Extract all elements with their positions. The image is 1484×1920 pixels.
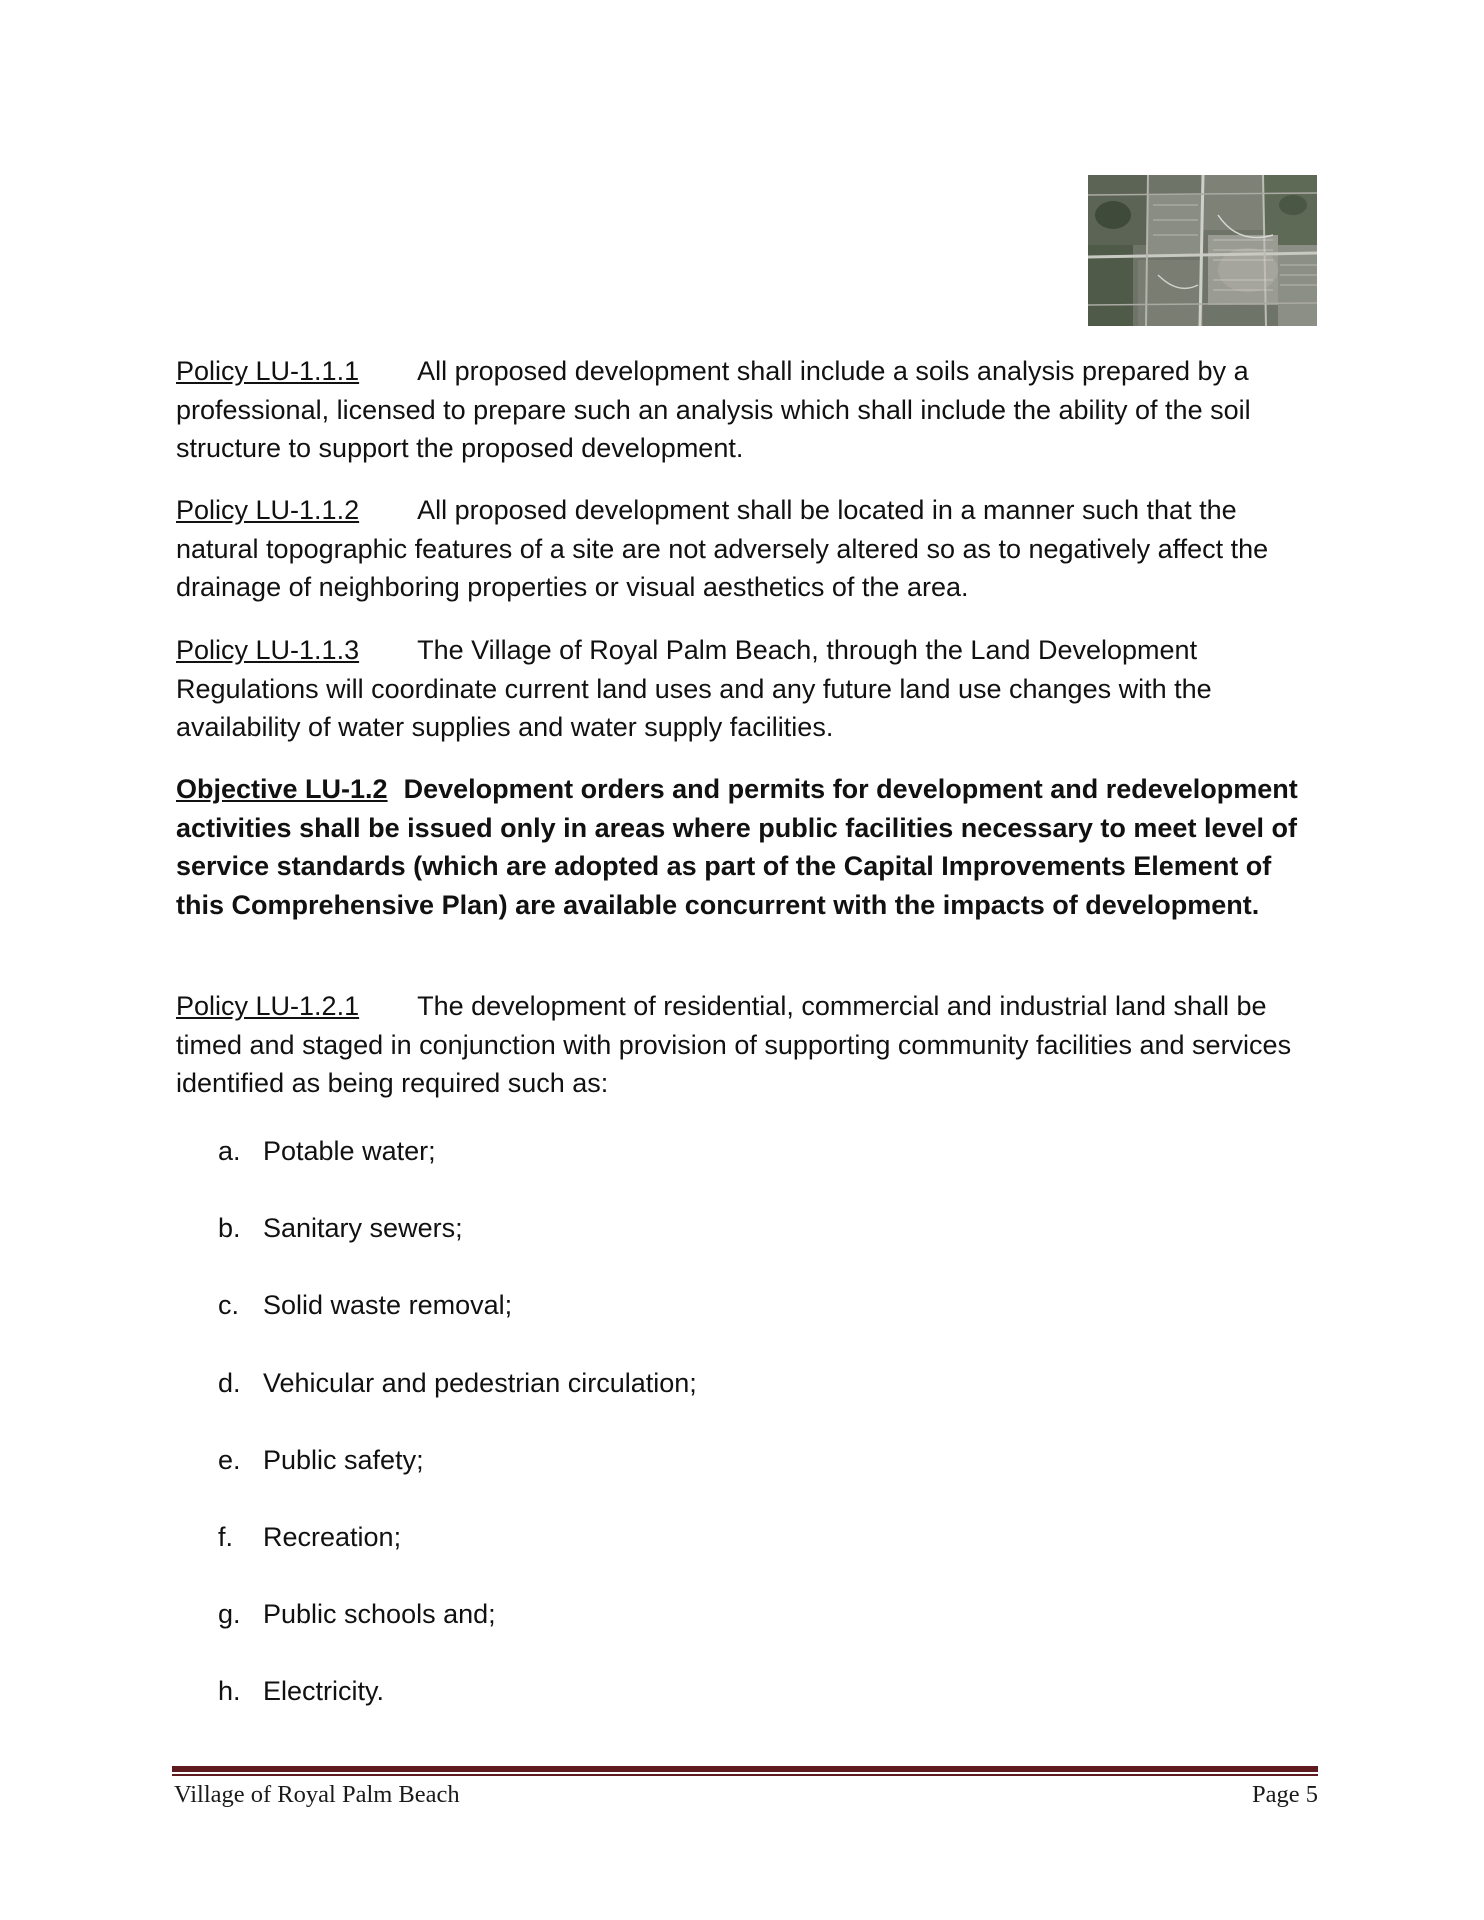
policy-text: All proposed development shall include a soils analysis prepared by a professional, licensed to prepare such an analysis which shall include the ability of the soil structure to support the proposed development.	[176, 356, 1251, 463]
list-text: Solid waste removal;	[263, 1290, 513, 1321]
policy-text: The development of residential, commercial and industrial land shall be timed and staged in conjunction with provision of supporting community facilities and services identified as being required such as:	[176, 991, 1292, 1098]
list-text: Public schools and;	[263, 1599, 496, 1630]
policy-lu-1-1-3	[176, 631, 1319, 747]
policy-text: The Village of Royal Palm Beach, through the Land Development Regulations will coordinate current land uses and any future land use changes with the availability of water supplies and water supply facilities.	[176, 635, 1212, 742]
list-item	[218, 1132, 697, 1209]
facilities-list	[218, 1132, 697, 1750]
list-text: Potable water;	[263, 1136, 436, 1166]
list-letter: e.	[218, 1444, 241, 1475]
list-text: Electricity.	[263, 1676, 385, 1707]
list-letter: g.	[218, 1599, 241, 1630]
policy-text: All proposed development shall be located in a manner such that the natural topographic features of a site are not adversely altered so as to negatively affect the drainage of neighboring properties or visual aesthetics of the area.	[176, 495, 1269, 602]
objective-lu-1-2	[176, 770, 1319, 924]
list-letter: f.	[218, 1521, 234, 1552]
policy-lu-1-1-1	[176, 352, 1319, 468]
list-text: Public safety;	[263, 1444, 424, 1475]
list-text: Recreation;	[263, 1521, 402, 1552]
list-item	[218, 1595, 697, 1672]
list-item	[218, 1286, 697, 1363]
footer-page-number: Page 5	[1252, 1781, 1318, 1808]
list-letter: c.	[218, 1290, 240, 1321]
list-letter: b.	[218, 1213, 241, 1244]
list-letter: h.	[218, 1676, 241, 1707]
list-letter: d.	[218, 1367, 241, 1398]
list-item	[218, 1209, 697, 1286]
footer-village-name: Village of Royal Palm Beach	[174, 1781, 460, 1808]
list-item	[218, 1672, 697, 1749]
aerial-photo	[1088, 175, 1317, 326]
policy-lu-1-1-2	[176, 491, 1319, 607]
footer-rule-thin	[172, 1774, 1318, 1776]
objective-text: Development orders and permits for development and redevelopment activities shall be issued only in areas where public facilities necessary to meet level of service standards (which are adopted as part of the Capital Improvements Element of this Comprehensive Plan) are available concurrent with the impacts of development.	[176, 774, 1298, 920]
policy-tag: Policy LU-1.1.3	[176, 635, 360, 665]
list-item	[218, 1364, 697, 1441]
list-text: Sanitary sewers;	[263, 1213, 463, 1244]
list-text: Vehicular and pedestrian circulation;	[263, 1367, 697, 1398]
list-letter: a.	[218, 1136, 241, 1166]
footer-rule	[172, 1766, 1318, 1772]
list-item	[218, 1441, 697, 1518]
objective-tag: Objective LU-1.2	[176, 774, 388, 804]
policy-tag: Policy LU-1.1.1	[176, 356, 360, 386]
list-item	[218, 1518, 697, 1595]
policy-lu-1-2-1	[176, 987, 1319, 1103]
policy-tag: Policy LU-1.1.2	[176, 495, 360, 525]
policy-tag: Policy LU-1.2.1	[176, 991, 360, 1021]
